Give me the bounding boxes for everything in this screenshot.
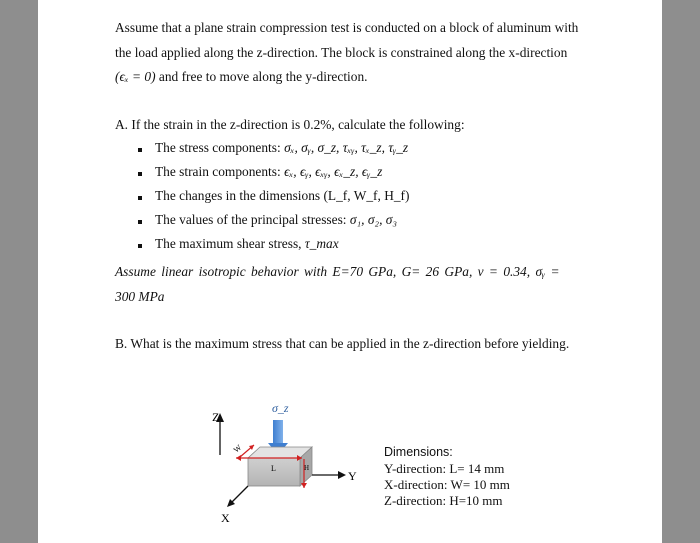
bullet-strain-components: The strain components: ϵₓ, ϵᵧ, ϵₓᵧ, ϵₓ_z, ϵᵧ_z [155,164,383,179]
bullet-marker [138,220,142,224]
bullet-dimension-changes: The changes in the dimensions (L_f, W_f, H_f) [155,188,410,203]
assumption-line: Assume linear isotropic behavior with E=70 GPa, G= 26 GPa, ν = 0.34, σᵧ = [115,264,560,279]
document-page [38,0,662,543]
part-a-heading: A. If the strain in the z-direction is 0.2%, calculate the following: [115,117,465,132]
bullet-marker [138,244,142,248]
load-arrow-shaft [273,420,283,444]
block-diagram [178,395,378,535]
intro-line-3 [115,69,368,85]
w-label: W [231,442,244,455]
y-axis-label: Y [348,469,357,483]
h-arrow [301,483,307,488]
bullet-max-shear: The maximum shear stress, τ_max [155,236,339,251]
intro-line-1: Assume that a plane strain compression test is conducted on a block of aluminum with [115,20,579,35]
dimension-y: Y-direction: L= 14 mm [384,461,505,476]
x-axis-label: X [221,511,230,525]
x-axis-line [231,486,248,503]
part-b-question: B. What is the maximum stress that can be applied in the z-direction before yielding. [115,336,570,351]
dimension-z: Z-direction: H=10 mm [384,493,503,508]
l-label: L [271,464,276,473]
sigma-z-label: σ_z [272,401,289,415]
dimensions-title: Dimensions: [384,445,453,459]
bullet-marker [138,196,142,200]
dimension-x: X-direction: W= 10 mm [384,477,510,492]
h-label: H [304,464,310,472]
yield-value: 300 MPa [115,289,165,304]
y-axis-arrowhead [338,471,346,479]
bullet-principal-stresses: The values of the principal stresses: σ₁, σ₂, σ₃ [155,212,398,227]
l-arrow-left [236,455,241,461]
intro-line-2: the load applied along the z-direction. The block is constrained along the x-direction [115,45,568,60]
z-axis-label: Z [212,410,220,424]
constraint-equation: (ϵₓ = 0) [115,69,156,84]
bullet-stress-components: The stress components: σₓ, σᵧ, σ_z, τₓᵧ, τₓ_z, τᵧ_z [155,140,409,155]
intro-line-3-text: and free to move along the y-direction. [158,69,368,84]
bullet-marker [138,148,142,152]
bullet-marker [138,172,142,176]
